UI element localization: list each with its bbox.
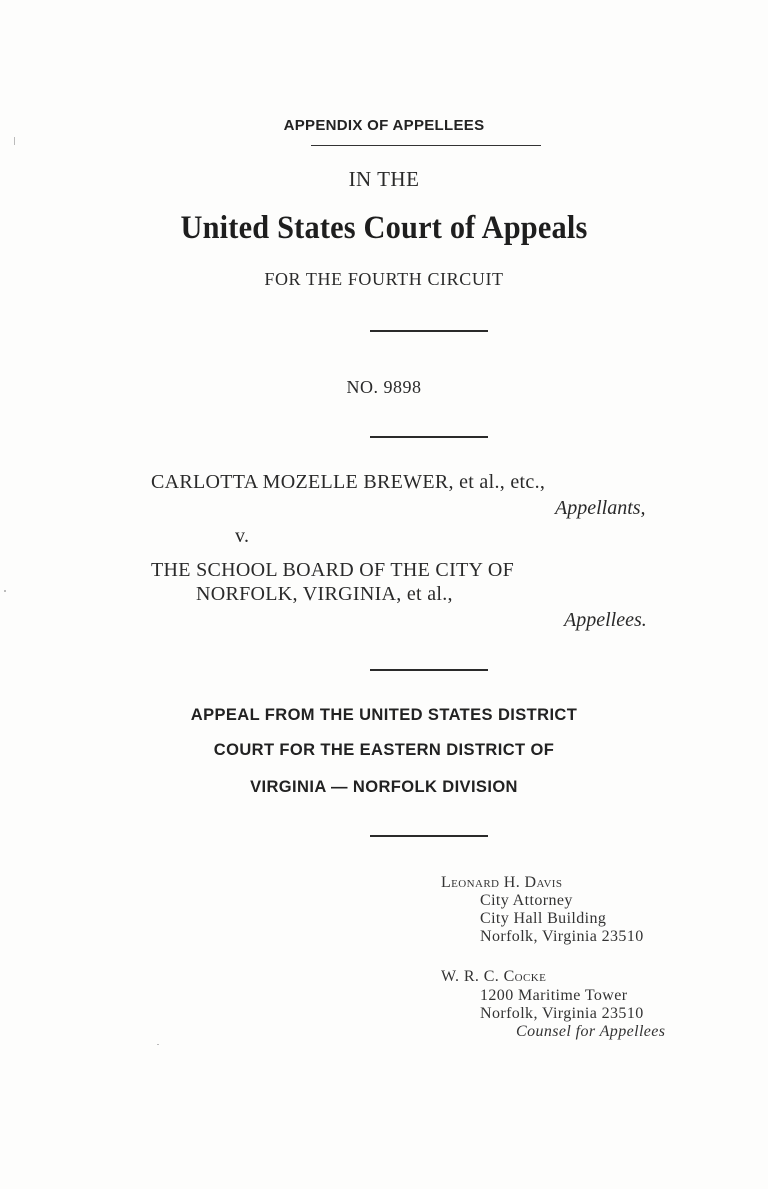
appendix-title: APPENDIX OF APPELLEES bbox=[283, 117, 485, 134]
circuit-label: FOR THE FOURTH CIRCUIT bbox=[264, 269, 504, 289]
court-name: United States Court of Appeals bbox=[180, 210, 588, 246]
scan-speck bbox=[14, 137, 15, 145]
counsel-2-address-2: Norfolk, Virginia 23510 bbox=[480, 1005, 644, 1022]
appellee-name-line2: NORFOLK, VIRGINIA, et al., bbox=[196, 583, 453, 605]
in-the-label: IN THE bbox=[348, 167, 420, 191]
scan-speck bbox=[157, 1044, 159, 1045]
counsel-1-title: City Attorney bbox=[480, 892, 573, 909]
divider-rule bbox=[370, 330, 488, 332]
counsel-1-name: Leonard H. Davis bbox=[441, 874, 563, 891]
versus-label: v. bbox=[235, 525, 250, 547]
divider-rule bbox=[370, 669, 488, 671]
counsel-2-role: Counsel for Appellees bbox=[516, 1023, 666, 1040]
appellee-role: Appellees. bbox=[564, 609, 647, 631]
divider-rule bbox=[370, 436, 488, 438]
appeal-line-3: VIRGINIA — NORFOLK DIVISION bbox=[250, 778, 518, 796]
scan-speck bbox=[4, 590, 6, 592]
appellant-name: CARLOTTA MOZELLE BREWER, et al., etc., bbox=[151, 471, 546, 493]
divider-rule bbox=[370, 835, 488, 837]
appendix-title-underline bbox=[311, 145, 541, 146]
counsel-1-address-1: City Hall Building bbox=[480, 910, 607, 927]
counsel-2-address-1: 1200 Maritime Tower bbox=[480, 987, 628, 1004]
counsel-1-address-2: Norfolk, Virginia 23510 bbox=[480, 928, 644, 945]
appeal-line-2: COURT FOR THE EASTERN DISTRICT OF bbox=[213, 741, 555, 759]
counsel-2-name: W. R. C. Cocke bbox=[441, 968, 547, 985]
appellant-role: Appellants, bbox=[555, 497, 646, 519]
appeal-line-1: APPEAL FROM THE UNITED STATES DISTRICT bbox=[190, 706, 578, 724]
appellee-name-line1: THE SCHOOL BOARD OF THE CITY OF bbox=[151, 559, 515, 581]
case-number: NO. 9898 bbox=[346, 377, 422, 397]
